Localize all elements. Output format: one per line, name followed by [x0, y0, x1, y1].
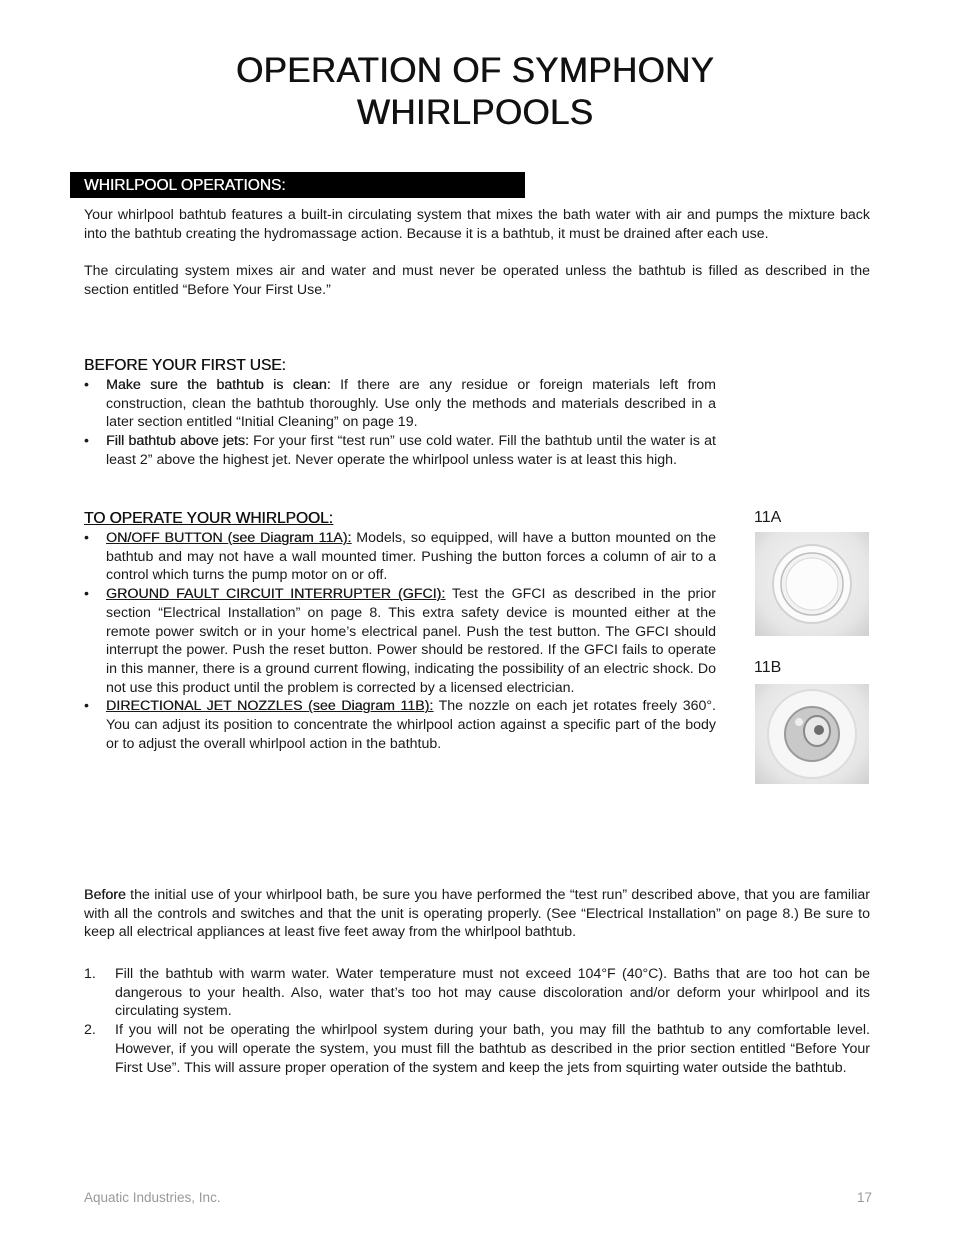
before-text: the initial use of your whirlpool bath, be sure you have performed the “test run” described above, that you are familiar with all the controls and switches and that the unit is operating properly. (See “Electrical Installation” on page 8.) Be sure to keep all electrical appliances at least five feet away from the whirlpool bathtub. — [84, 887, 870, 941]
list-item: • Fill bathtub above jets: For your first “test run” use cold water. Fill the bathtub until the water is at least 2” above the highest jet. Never operate the whirlpool unless water is at least this high. — [84, 433, 716, 468]
page-title-line-1: OPERATION OF SYMPHONY — [235, 51, 715, 90]
step-number: 2. — [84, 1022, 96, 1039]
diagram-11a-button-image — [755, 532, 869, 636]
page-title-line-2: WHIRLPOOLS — [356, 93, 594, 132]
jet-nozzle-icon — [755, 684, 869, 784]
step-number: 1. — [84, 966, 96, 982]
item-text: Models, so equipped, will have a button mounted on the bathtub and may not have a wall mounted timer. Pushing the button forces a column of air to a control which turns the pump motor on or off. — [106, 530, 716, 584]
step-text: If you will not be operating the whirlpool system during your bath, you may fill the bathtub to any comfortable level. However, if you will operate the system, you must fill the bathtub as described in the prior section entitled “Before Your First Use”. This will assure proper operation of the system and keep the jets from squirting water outside the bathtub. — [115, 1022, 870, 1076]
figure-label-11a: 11A — [754, 509, 782, 526]
intro-paragraph-1: Your whirlpool bathtub features a built-in circulating system that mixes the bath water with air and pumps the mixture back into the bathtub creating the hydromassage action. Because it is a bathtub, it must be drained after each use. — [84, 207, 870, 242]
list-item — [84, 1021, 870, 1077]
diagram-11b-jet-nozzle-image — [755, 684, 869, 784]
before-lead: Before — [84, 887, 126, 903]
heading-to-operate: TO OPERATE YOUR WHIRLPOOL: — [84, 510, 333, 527]
item-text: For your first “test run” use cold water. Fill the bathtub until the water is at least 2” above the highest jet. Never operate the whirlpool unless water is at least this high. — [106, 433, 716, 468]
operate-list — [84, 529, 716, 753]
figure-label-11b: 11B — [754, 659, 782, 676]
intro-paragraph-2: The circulating system mixes air and water and must never be operated unless the bathtub is filled as described in the section entitled “Before Your First Use.” — [84, 263, 870, 298]
before-first-use-list — [84, 376, 716, 470]
section-bar-whirlpool-operations: WHIRLPOOL OPERATIONS: — [70, 172, 525, 198]
item-lead: DIRECTIONAL JET NOZZLES (see Diagram 11B): — [106, 698, 434, 715]
steps-list — [84, 965, 870, 1077]
heading-before-first-use: BEFORE YOUR FIRST USE: — [84, 357, 286, 374]
item-lead: Fill bathtub above jets: — [106, 433, 249, 450]
item-text: If there are any residue or foreign materials left from construction, clean the bathtub thoroughly. Use only the methods and materials described in a later section entitled “Initial Cleaning” on page 19. — [106, 377, 716, 431]
item-lead: ON/OFF BUTTON (see Diagram 11A): — [106, 530, 352, 546]
list-item: • GROUND FAULT CIRCUIT INTERRUPTER (GFCI): Test the GFCI as described in the prior section “Electrical Installation” on page 8. This extra safety device is mounted either at the remote power switch or in your home’s electrical panel. Push the test button. The GFCI should interrupt the power. Push the reset button. Power should be restored. If the GFCI fails to operate in this manner, there is a ground current flowing, indicating the possibility of an electric shock. Do not use this product until the problem is corrected by a licensed electrician. — [84, 586, 716, 696]
item-text: Test the GFCI as described in the prior section “Electrical Installation” on page 8. This extra safety device is mounted either at the remote power switch or in your home’s electrical panel. Push the test button. The GFCI should interrupt the power. Push the reset button. Power should be restored. If the GFCI fails to operate in this manner, there is a ground current flowing, indicating the possibility of an electric shock. Do not use this product until the problem is corrected by a licensed electrician. — [106, 586, 716, 696]
footer-company: Aquatic Industries, Inc. — [84, 1190, 221, 1205]
on-off-button-icon — [755, 532, 869, 636]
item-text: The nozzle on each jet rotates freely 360°. You can adjust its position to concentrate the whirlpool action against a specific part of the body or to adjust the overall whirlpool action in the bathtub. — [106, 698, 717, 752]
item-lead: Make sure the bathtub is clean: — [106, 377, 331, 393]
step-text: Fill the bathtub with warm water. Water temperature must not exceed 104°F (40°C). Baths that are too hot can be dangerous to your health. Also, water that’s too hot may cause discoloration and/or deform your whirlpool and its circulating system. — [115, 966, 870, 1020]
list-item: • Make sure the bathtub is clean: If there are any residue or foreign materials left from construction, clean the bathtub thoroughly. Use only the methods and materials described in a later section entitled “Initial Cleaning” on page 19. — [84, 377, 716, 431]
list-item — [84, 965, 870, 1021]
item-lead: GROUND FAULT CIRCUIT INTERRUPTER (GFCI): — [106, 586, 446, 603]
page-title — [150, 50, 800, 134]
list-item: • ON/OFF BUTTON (see Diagram 11A): Models, so equipped, will have a button mounted on the bathtub and may not have a wall mounted timer. Pushing the button forces a column of air to a control which turns the pump motor on or off. — [84, 530, 716, 584]
footer-page-number: 17 — [856, 1190, 872, 1205]
before-use-paragraph — [84, 886, 870, 942]
list-item: • DIRECTIONAL JET NOZZLES (see Diagram 11B): The nozzle on each jet rotates freely 360°. You can adjust its position to concentrate the whirlpool action against a specific part of the body or to adjust the overall whirlpool action in the bathtub. — [84, 698, 717, 752]
